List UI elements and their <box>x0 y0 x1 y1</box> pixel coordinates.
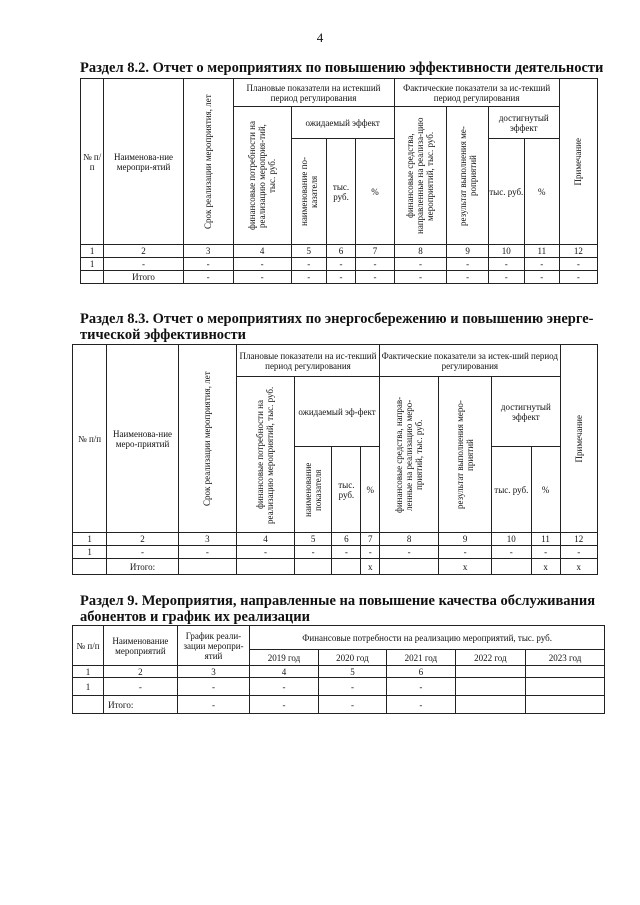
cell: - <box>236 546 294 559</box>
col-number: 5 <box>295 533 332 546</box>
year-header: 2019 год <box>250 650 318 666</box>
header-thousand-rub-2: тыс. руб. <box>488 139 524 245</box>
col-number: 7 <box>361 533 380 546</box>
header-result: результат выполнения меро-приятий <box>455 400 476 509</box>
year-header: 2022 год <box>455 650 526 666</box>
cell <box>380 559 439 575</box>
col-number <box>526 666 605 678</box>
cell: - <box>104 258 183 271</box>
table-row <box>73 678 605 696</box>
cell: - <box>326 258 356 271</box>
header-percent-2: % <box>524 139 559 245</box>
cell: - <box>233 258 291 271</box>
total-row <box>81 271 598 284</box>
cell: - <box>524 271 559 284</box>
cell: x <box>560 559 597 575</box>
cell <box>178 559 236 575</box>
col-number: 8 <box>380 533 439 546</box>
header-thousand-rub: тыс. руб. <box>326 139 356 245</box>
cell: - <box>183 258 233 271</box>
cell <box>236 559 294 575</box>
header-plan: Плановые показатели на ис-текший период регулирования <box>236 345 379 377</box>
header-note: Примечание <box>573 137 584 186</box>
cell: - <box>559 258 597 271</box>
cell <box>526 696 605 714</box>
cell: - <box>177 678 250 696</box>
col-number: 4 <box>250 666 318 678</box>
col-number: 9 <box>439 533 492 546</box>
cell: - <box>291 258 326 271</box>
section-8-2-title: Раздел 8.2. Отчет о мероприятиях по повышению эффективности деятельности <box>80 60 604 76</box>
cell <box>73 696 104 714</box>
header-expected: ожидаемый эф-фект <box>295 377 380 447</box>
header-expected: ожидаемый эффект <box>291 107 394 139</box>
col-number: 3 <box>183 245 233 258</box>
cell: - <box>439 546 492 559</box>
cell: 1 <box>73 546 107 559</box>
cell: - <box>531 546 560 559</box>
cell: - <box>250 678 318 696</box>
cell: - <box>559 271 597 284</box>
cell: - <box>447 271 488 284</box>
header-schedule: График реали-зации меропри-ятий <box>177 626 250 666</box>
cell: x <box>439 559 492 575</box>
total-label: Итого: <box>104 696 178 714</box>
cell: - <box>291 271 326 284</box>
cell: - <box>387 678 455 696</box>
header-fin: финансовые потребности на реализацию мероприятий, тыс. руб. <box>255 385 276 524</box>
cell: x <box>531 559 560 575</box>
col-number: 11 <box>531 533 560 546</box>
cell: - <box>104 678 178 696</box>
col-number: 2 <box>107 533 179 546</box>
cell: - <box>178 546 236 559</box>
header-num: № п/п <box>73 626 104 666</box>
header-indicator-name: наименование по-казателя <box>298 157 319 226</box>
cell: - <box>356 258 394 271</box>
header-name: Наименова-ние меро-приятий <box>107 345 179 533</box>
cell <box>492 559 531 575</box>
col-number: 9 <box>447 245 488 258</box>
header-fact-fin: финансовые средства, направленные на реализа-цию мероприятий, тыс. руб. <box>405 117 436 234</box>
table-row <box>73 546 598 559</box>
header-name: Наименова-ние меропри-ятий <box>104 79 183 245</box>
cell: 1 <box>81 258 104 271</box>
table-row <box>81 258 598 271</box>
cell: - <box>332 546 361 559</box>
header-fin: финансовые потребности на реализацию мероприя-тий, тыс. руб. <box>247 121 278 230</box>
cell: - <box>318 678 386 696</box>
header-thousand-rub-2: тыс. руб. <box>492 447 531 533</box>
col-number: 2 <box>104 245 183 258</box>
header-term: Срок реализации мероприятия, лет <box>203 94 214 229</box>
header-fin: Финансовые потребности на реализацию мероприятий, тыс. руб. <box>250 626 605 650</box>
section-8-2-table <box>80 78 598 284</box>
col-number: 8 <box>394 245 447 258</box>
year-header: 2023 год <box>526 650 605 666</box>
total-label: Итого: <box>107 559 179 575</box>
header-percent: % <box>361 447 380 533</box>
col-number: 4 <box>236 533 294 546</box>
header-num: № п/п <box>73 345 107 533</box>
col-number: 7 <box>356 245 394 258</box>
header-name: Наименование мероприятий <box>104 626 178 666</box>
cell <box>295 559 332 575</box>
header-fact: Фактические показатели за ис-текший период регулирования <box>394 79 559 107</box>
cell: - <box>326 271 356 284</box>
year-header: 2020 год <box>318 650 386 666</box>
cell: - <box>361 546 380 559</box>
cell: - <box>318 696 386 714</box>
header-plan: Плановые показатели на истекший период регулирования <box>233 79 394 107</box>
header-num: № п/п <box>81 79 104 245</box>
header-percent-2: % <box>531 447 560 533</box>
cell: - <box>492 546 531 559</box>
cell: - <box>107 546 179 559</box>
col-number: 1 <box>73 533 107 546</box>
cell: - <box>380 546 439 559</box>
header-indicator-name: наименование показателя <box>303 462 324 517</box>
header-note: Примечание <box>573 414 584 463</box>
cell: - <box>356 271 394 284</box>
header-term: Срок реализации мероприятия, лет <box>202 371 213 506</box>
col-number: 6 <box>387 666 455 678</box>
total-row <box>73 696 605 714</box>
cell: - <box>177 696 250 714</box>
cell: - <box>250 696 318 714</box>
cell: - <box>295 546 332 559</box>
col-number: 5 <box>291 245 326 258</box>
cell <box>73 559 107 575</box>
col-number: 1 <box>73 666 104 678</box>
year-header: 2021 год <box>387 650 455 666</box>
cell <box>526 678 605 696</box>
cell: - <box>560 546 597 559</box>
header-fact-fin: финансовые средства, направ-ленные на реализацию меро-приятий, тыс. руб. <box>394 396 425 513</box>
col-number: 5 <box>318 666 386 678</box>
page-number: 4 <box>316 30 324 45</box>
col-number: 10 <box>492 533 531 546</box>
col-number: 10 <box>488 245 524 258</box>
header-achieved: достигнутый эффект <box>488 107 559 139</box>
section-9-table <box>72 625 605 714</box>
col-number: 11 <box>524 245 559 258</box>
cell: - <box>488 271 524 284</box>
cell <box>455 678 526 696</box>
col-number: 12 <box>559 245 597 258</box>
total-label: Итого <box>104 271 183 284</box>
col-number: 12 <box>560 533 597 546</box>
cell: - <box>183 271 233 284</box>
cell: - <box>394 258 447 271</box>
cell <box>332 559 361 575</box>
section-9-title: Раздел 9. Мероприятия, направленные на повышение качества обслуживания абонентов и график их реализации <box>80 593 596 625</box>
col-number: 6 <box>332 533 361 546</box>
cell: - <box>387 696 455 714</box>
header-fact: Фактические показатели за истек-ший период регулирования <box>380 345 561 377</box>
section-8-3-table <box>72 344 598 575</box>
cell: - <box>447 258 488 271</box>
col-number: 3 <box>177 666 250 678</box>
cell: - <box>524 258 559 271</box>
header-thousand-rub: тыс. руб. <box>332 447 361 533</box>
col-number: 1 <box>81 245 104 258</box>
cell: 1 <box>73 678 104 696</box>
col-number: 4 <box>233 245 291 258</box>
section-8-3-title: Раздел 8.3. Отчет о мероприятиях по энергосбережению и повышению энерге-тической эффективности <box>80 311 594 343</box>
cell: - <box>394 271 447 284</box>
cell <box>81 271 104 284</box>
cell <box>455 696 526 714</box>
cell: x <box>361 559 380 575</box>
total-row <box>73 559 598 575</box>
col-number: 2 <box>104 666 178 678</box>
cell: - <box>233 271 291 284</box>
col-number: 3 <box>178 533 236 546</box>
col-number <box>455 666 526 678</box>
cell: - <box>488 258 524 271</box>
col-number: 6 <box>326 245 356 258</box>
header-percent: % <box>356 139 394 245</box>
header-result: результат выполнения ме-роприятий <box>457 125 478 226</box>
header-achieved: достигнутый эффект <box>492 377 561 447</box>
